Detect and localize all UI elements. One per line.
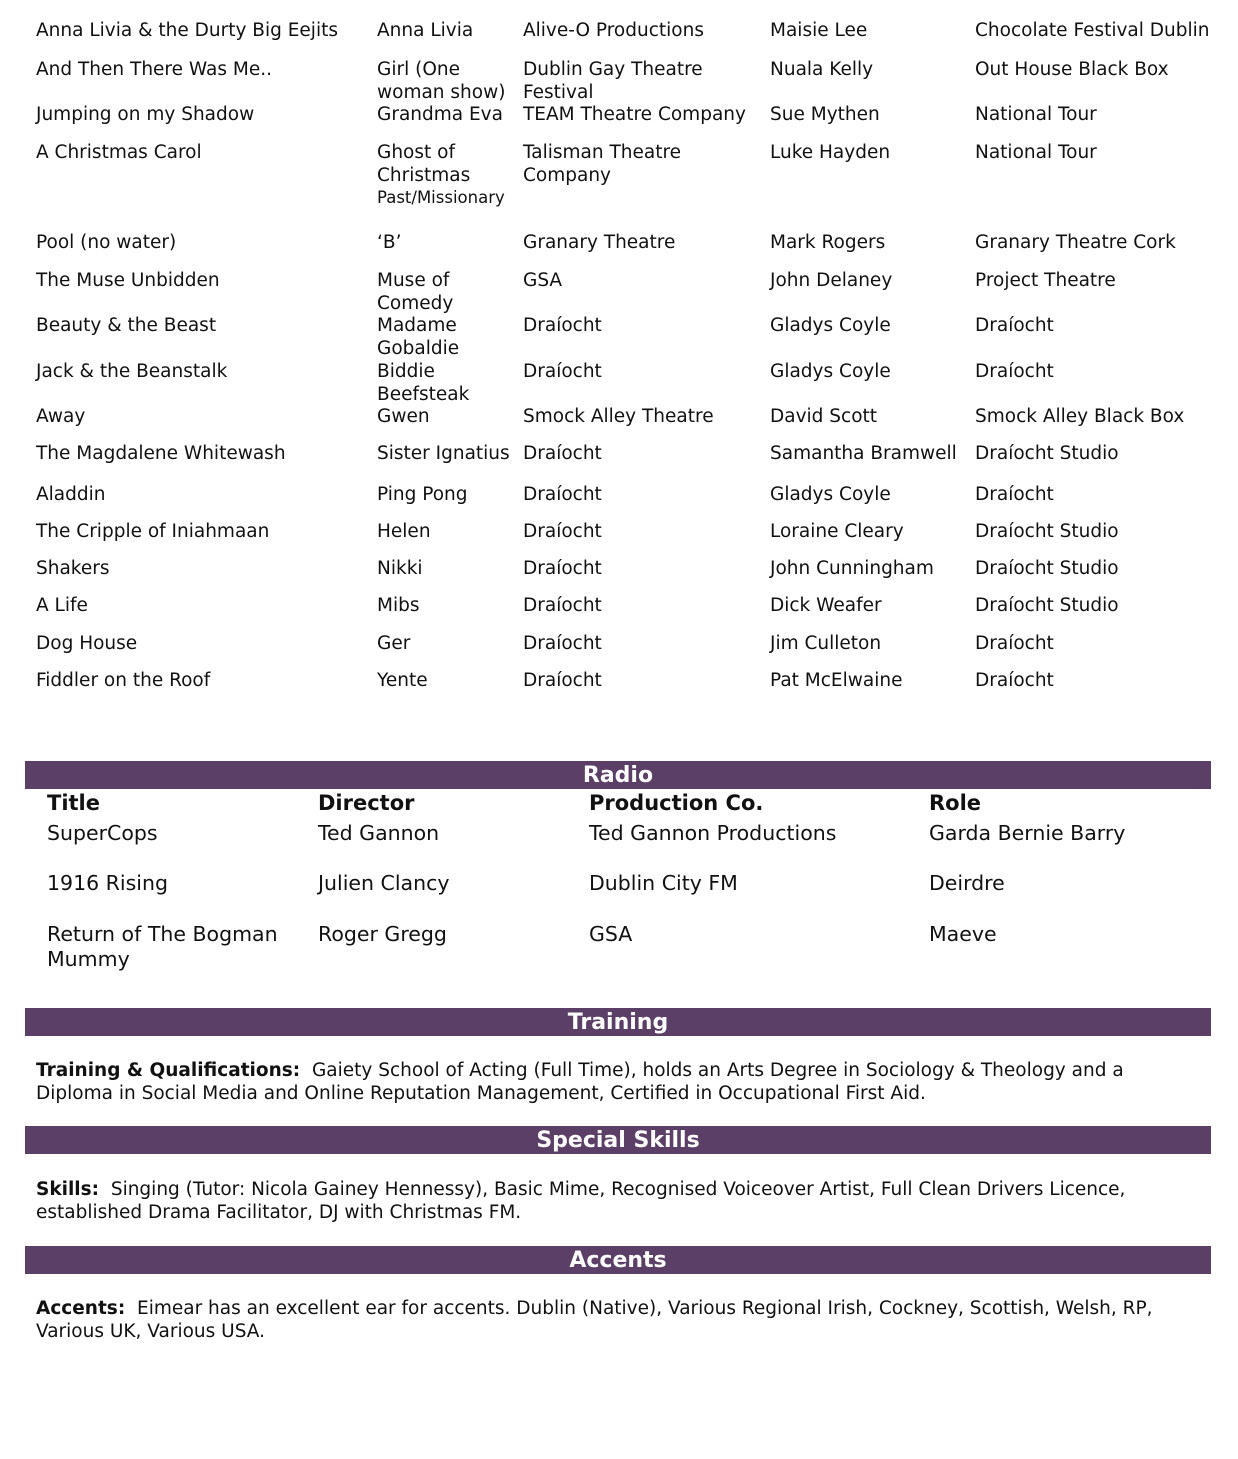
director: Sue Mythen [770,104,880,125]
role-extra: Past/Missionary [377,188,505,207]
director: David Scott [770,406,878,427]
company: Draíocht [523,521,602,542]
company: Talisman Theatre Company [523,142,682,186]
production-title: A Christmas Carol [36,142,202,163]
company: Draíocht [523,484,602,505]
company: Draíocht [523,670,602,691]
radio-title: Return of The Bogman Mummy [47,922,278,971]
company: Draíocht [523,443,602,464]
role: Yente [377,670,428,691]
director: John Delaney [770,270,893,291]
skills-text: Singing (Tutor: Nicola Gainey Hennessy), Basic Mime, Recognised Voiceover Artist, Full Clean Drivers Licence, established Drama Facilitator, DJ with Christmas FM. [36,1179,1126,1223]
director: Gladys Coyle [770,484,891,505]
director: Mark Rogers [770,232,886,253]
role: Mibs [377,595,420,616]
column-header-director: Director [318,791,415,815]
venue: Smock Alley Black Box [975,406,1185,427]
radio-title: 1916 Rising [47,871,169,895]
company: Draíocht [523,361,602,382]
venue: National Tour [975,104,1097,125]
company: Alive-O Productions [523,20,704,41]
production-title: Shakers [36,558,110,579]
director: Nuala Kelly [770,59,874,80]
company: Smock Alley Theatre [523,406,714,427]
director: Samantha Bramwell [770,443,957,464]
venue: Draíocht [975,670,1054,691]
role: Ping Pong [377,484,468,505]
column-header-title: Title [47,791,101,815]
radio-production-co: Dublin City FM [589,871,738,895]
role: Biddie Beefsteak [377,361,470,405]
radio-title: SuperCops [47,821,158,845]
venue: Project Theatre [975,270,1116,291]
director: Jim Culleton [770,633,882,654]
venue: Draíocht [975,484,1054,505]
director: Dick Weafer [770,595,882,616]
production-title: Beauty & the Beast [36,315,217,336]
production-title: Away [36,406,86,427]
venue: Draíocht Studio [975,595,1119,616]
production-title: Pool (no water) [36,232,177,253]
director: Loraine Cleary [770,521,904,542]
skills-label: Skills: [36,1179,100,1200]
production-title: The Cripple of Iniahmaan [36,521,270,542]
production-title: A Life [36,595,88,616]
role: Anna Livia [377,20,474,41]
production-title: Jumping on my Shadow [36,104,255,125]
accents-paragraph [36,1297,1196,1343]
section-header-radio: Radio [25,761,1211,789]
venue: Draíocht [975,633,1054,654]
training-text: Gaiety School of Acting (Full Time), holds an Arts Degree in Sociology & Theology and a Diploma in Social Media and Online Reputation Management, Certified in Occupational First Aid. [36,1060,1124,1104]
company: Dublin Gay Theatre Festival [523,59,703,103]
company: TEAM Theatre Company [523,104,746,125]
production-title: And Then There Was Me.. [36,59,272,80]
director: John Cunningham [770,558,934,579]
role: Nikki [377,558,423,579]
radio-role: Garda Bernie Barry [929,821,1126,845]
radio-role: Maeve [929,922,997,946]
director: Maisie Lee [770,20,868,41]
role: Madame Gobaldie [377,315,460,359]
role: Girl (One woman show) [377,59,506,103]
production-title: The Muse Unbidden [36,270,220,291]
section-header-training: Training [25,1008,1211,1036]
venue: Out House Black Box [975,59,1169,80]
company: Draíocht [523,315,602,336]
production-title: The Magdalene Whitewash [36,443,286,464]
role-main: Ghost of Christmas [377,142,471,186]
radio-director: Roger Gregg [318,922,447,946]
venue: Draíocht Studio [975,521,1119,542]
column-header-production-co: Production Co. [589,791,764,815]
radio-production-co: Ted Gannon Productions [589,821,837,845]
role: ‘B’ [377,232,402,253]
venue: National Tour [975,142,1097,163]
training-paragraph [36,1059,1196,1105]
radio-director: Julien Clancy [318,871,450,895]
production-title: Fiddler on the Roof [36,670,211,691]
role: Helen [377,521,431,542]
company: Granary Theatre [523,232,676,253]
column-header-role: Role [929,791,982,815]
section-header-special-skills: Special Skills [25,1126,1211,1154]
company: Draíocht [523,558,602,579]
accents-text: Eimear has an excellent ear for accents. Dublin (Native), Various Regional Irish, Cockney, Scottish, Welsh, RP, Various UK, Various USA. [36,1298,1153,1342]
company: GSA [523,270,563,291]
radio-director: Ted Gannon [318,821,440,845]
company: Draíocht [523,595,602,616]
director: Gladys Coyle [770,361,891,382]
production-title: Jack & the Beanstalk [36,361,228,382]
section-header-accents: Accents [25,1246,1211,1274]
production-title: Dog House [36,633,138,654]
radio-production-co: GSA [589,922,633,946]
training-label: Training & Qualifications: [36,1060,301,1081]
production-title: Anna Livia & the Durty Big Eejits [36,20,338,41]
director: Gladys Coyle [770,315,891,336]
production-title: Aladdin [36,484,106,505]
company: Draíocht [523,633,602,654]
venue: Draíocht [975,361,1054,382]
venue: Draíocht Studio [975,558,1119,579]
role: Sister Ignatius [377,443,510,464]
venue: Chocolate Festival Dublin [975,20,1210,41]
role: Gwen [377,406,430,427]
role: Muse of Comedy [377,270,454,314]
role: Ger [377,633,411,654]
role: Grandma Eva [377,104,503,125]
radio-role: Deirdre [929,871,1005,895]
director: Luke Hayden [770,142,891,163]
venue: Granary Theatre Cork [975,232,1176,253]
venue: Draíocht [975,315,1054,336]
venue: Draíocht Studio [975,443,1119,464]
skills-paragraph [36,1178,1196,1224]
role [377,142,517,210]
director: Pat McElwaine [770,670,903,691]
accents-label: Accents: [36,1298,126,1319]
